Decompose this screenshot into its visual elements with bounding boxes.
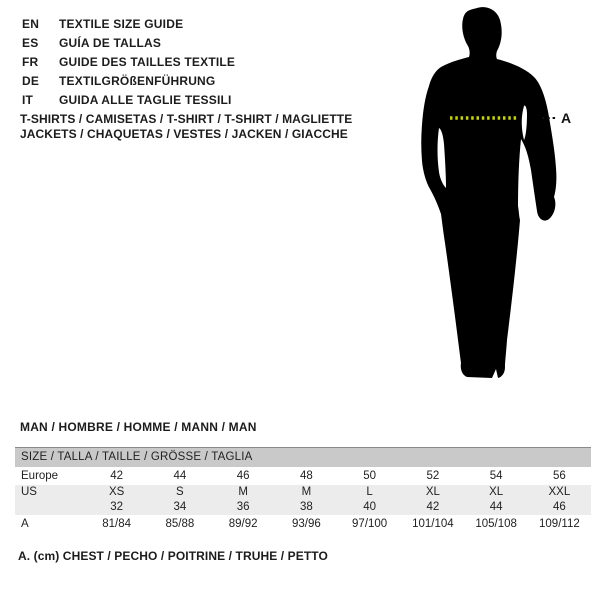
size-value-cell: 36 — [236, 501, 250, 513]
size-value-cell: M — [238, 486, 248, 498]
row-label: US — [21, 486, 37, 498]
measurement-footnote: A. (cm) CHEST / PECHO / POITRINE / TRUHE / PETTO — [18, 549, 328, 563]
size-value-cell: M — [301, 486, 312, 498]
size-value-cell: 44 — [173, 470, 187, 482]
language-code: FR — [22, 55, 39, 69]
size-value-cell: 44 — [489, 501, 503, 513]
size-value-cell: 89/92 — [228, 518, 258, 530]
size-value-cell: 101/104 — [412, 518, 454, 530]
size-value-cell: 93/96 — [291, 518, 321, 530]
table-row-us-letters — [15, 485, 591, 500]
language-code: DE — [22, 74, 40, 88]
size-value-cell: XS — [108, 486, 125, 498]
size-value-cell: 109/112 — [539, 518, 580, 530]
language-row-fr — [22, 53, 235, 72]
language-code: IT — [22, 93, 34, 107]
row-label: Europe — [21, 470, 59, 482]
language-row-it — [22, 91, 235, 110]
size-value-cell: L — [366, 486, 373, 498]
man-silhouette-svg — [400, 0, 600, 400]
size-value-cell: 34 — [173, 501, 187, 513]
size-value-cell: 105/108 — [475, 518, 517, 530]
size-value-cell: 56 — [552, 470, 566, 482]
size-value-cell: 85/88 — [165, 518, 195, 530]
size-value-cell: 42 — [110, 470, 124, 482]
size-value-cell: 42 — [426, 501, 440, 513]
size-value-cell: 48 — [299, 470, 313, 482]
size-value-cell: S — [176, 486, 184, 498]
category-line-tshirts: T-SHIRTS / CAMISETAS / T-SHIRT / T-SHIRT / MAGLIETTE — [20, 112, 353, 126]
size-value-cell: XXL — [548, 486, 571, 498]
category-block — [20, 112, 352, 142]
language-row-es — [22, 34, 235, 53]
language-row-en — [22, 15, 235, 34]
size-value-cell: 40 — [363, 501, 377, 513]
size-value-cell: XL — [489, 486, 504, 498]
size-value-cell: 81/84 — [102, 518, 132, 530]
measurement-label-a: A — [561, 110, 572, 126]
size-value-cell: 46 — [552, 501, 566, 513]
size-table-header: SIZE / TALLA / TAILLE / GRÖSSE / TAGLIA — [15, 448, 591, 467]
section-title-man: MAN / HOMBRE / HOMME / MANN / MAN — [20, 420, 257, 434]
size-value-cell: 97/100 — [352, 518, 388, 530]
category-line-jackets: JACKETS / CHAQUETAS / VESTES / JACKEN / GIACCHE — [20, 127, 348, 141]
size-value-cell: 50 — [363, 470, 377, 482]
language-title: TEXTILE SIZE GUIDE — [59, 17, 184, 31]
table-row-chest-cm — [15, 515, 591, 533]
language-title-block — [22, 15, 235, 110]
language-code: EN — [22, 17, 40, 31]
table-row-europe — [15, 467, 591, 485]
language-title: GUÍA DE TALLAS — [59, 36, 162, 50]
language-code: ES — [22, 36, 39, 50]
language-title: GUIDE DES TAILLES TEXTILE — [59, 55, 236, 69]
table-row-us-numbers — [15, 500, 591, 515]
language-title: TEXTILGRÖßENFÜHRUNG — [59, 74, 216, 88]
man-silhouette-figure — [400, 0, 600, 400]
row-label: A — [21, 518, 29, 530]
language-title: GUIDA ALLE TAGLIE TESSILI — [59, 93, 232, 107]
size-value-cell: 38 — [299, 501, 313, 513]
row-label — [15, 500, 85, 515]
size-table — [15, 447, 591, 533]
size-value-cell: 52 — [426, 470, 440, 482]
language-row-de — [22, 72, 235, 91]
man-silhouette — [421, 7, 556, 378]
size-value-cell: 54 — [489, 470, 503, 482]
size-value-cell: 32 — [110, 501, 124, 513]
size-value-cell: 46 — [236, 470, 250, 482]
size-value-cell: XL — [425, 486, 440, 498]
